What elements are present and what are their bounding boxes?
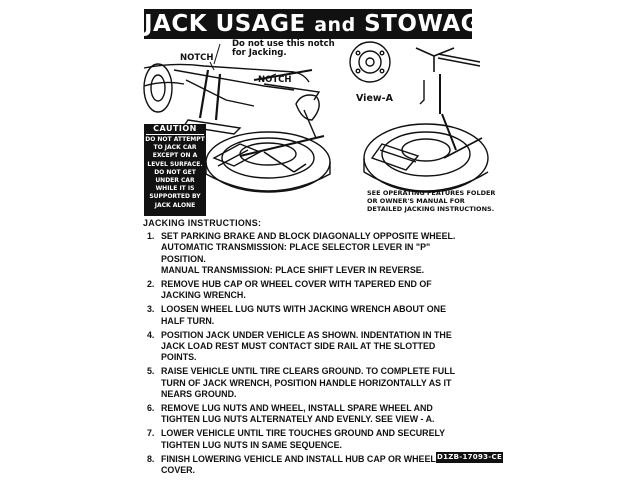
instruction-line: HALF TURN. xyxy=(161,315,215,326)
note-line: OR OWNER'S MANUAL FOR xyxy=(367,197,465,205)
caution-line: LEVEL SURFACE. xyxy=(147,160,203,168)
notch-label-b: NOTCH xyxy=(258,75,292,85)
instruction-item xyxy=(143,231,508,242)
instruction-line: AUTOMATIC TRANSMISSION: PLACE SELECTOR LEVER IN "P" xyxy=(161,242,431,253)
notch-warning-label-2: for Jacking. xyxy=(232,48,287,58)
instruction-item xyxy=(143,366,508,377)
note-line: SEE OPERATING FEATURES FOLDER xyxy=(367,189,496,197)
instruction-number: 2. xyxy=(147,279,155,290)
title-part-3: STOWAGE xyxy=(355,11,497,37)
instruction-number: 7. xyxy=(147,428,155,439)
instruction-line: MANUAL TRANSMISSION: PLACE SHIFT LEVER IN REVERSE. xyxy=(161,264,425,275)
instruction-item xyxy=(143,403,508,414)
instruction-item xyxy=(143,279,508,290)
instruction-line: TIGHTEN LUG NUTS IN SAME SEQUENCE. xyxy=(161,439,342,450)
instruction-number: 5. xyxy=(147,366,155,377)
notch-label-a: NOTCH xyxy=(180,53,214,63)
decal-title xyxy=(144,9,497,39)
instruction-line: TURN OF JACK WRENCH, POSITION HANDLE HORIZONTALLY AS IT xyxy=(161,377,452,388)
caution-line: SUPPORTED BY xyxy=(149,193,201,201)
jacking-instructions xyxy=(143,218,508,476)
title-part-2: and xyxy=(314,14,356,36)
instruction-line: JACKING WRENCH. xyxy=(161,290,246,301)
caution-heading: CAUTION xyxy=(146,124,204,135)
instruction-item xyxy=(143,304,508,315)
instructions-heading: JACKING INSTRUCTIONS: xyxy=(143,218,262,228)
instruction-text: REMOVE HUB CAP OR WHEEL COVER WITH TAPERED END OF xyxy=(161,279,432,290)
caution-line: DO NOT GET xyxy=(154,168,196,176)
part-number-badge: D1ZB-17093-CE xyxy=(436,453,503,461)
owner-manual-note xyxy=(367,189,497,213)
instruction-text: SET PARKING BRAKE AND BLOCK DIAGONALLY OPPOSITE WHEEL. xyxy=(161,231,456,242)
instruction-text: LOWER VEHICLE UNTIL TIRE TOUCHES GROUND AND SECURELY xyxy=(161,428,446,439)
instruction-number: 4. xyxy=(147,329,155,340)
instruction-item xyxy=(143,330,508,341)
instruction-line: JACK LOAD REST MUST CONTACT SIDE RAIL AT THE SLOTTED xyxy=(161,341,436,352)
instruction-line: POSITION. xyxy=(161,253,206,264)
caution-line: TO JACK CAR xyxy=(153,144,197,152)
instruction-text: FINISH LOWERING VEHICLE AND INSTALL HUB CAP OR WHEEL xyxy=(161,453,436,464)
caution-line: UNDER CAR xyxy=(155,177,195,185)
instruction-line: POINTS. xyxy=(161,352,197,363)
instruction-number: 3. xyxy=(147,304,155,315)
instruction-line: TIGHTEN LUG NUTS ALTERNATELY AND EVENLY. SEE VIEW - A. xyxy=(161,414,435,425)
title-part-1: JACK USAGE xyxy=(144,11,315,37)
instruction-line: COVER. xyxy=(161,465,196,476)
notch-warning-label-1: Do not use this notch xyxy=(232,39,335,49)
instruction-text: POSITION JACK UNDER VEHICLE AS SHOWN. INDENTATION IN THE xyxy=(161,329,452,340)
instruction-item xyxy=(143,428,508,439)
instruction-number: 1. xyxy=(147,231,155,242)
instruction-text: RAISE VEHICLE UNTIL TIRE CLEARS GROUND. TO COMPLETE FULL xyxy=(161,366,456,377)
instruction-line: NEARS GROUND. xyxy=(161,388,237,399)
instruction-text: REMOVE LUG NUTS AND WHEEL, INSTALL SPARE WHEEL AND xyxy=(161,403,433,414)
view-a-label: View-A xyxy=(356,93,393,104)
caution-line: WHILE IT IS xyxy=(155,185,195,193)
caution-line: JACK ALONE xyxy=(154,201,196,209)
caution-line: DO NOT ATTEMPT xyxy=(145,136,205,143)
caution-box xyxy=(144,124,206,216)
note-line: DETAILED JACKING INSTRUCTIONS. xyxy=(367,205,495,213)
instruction-number: 6. xyxy=(147,403,155,414)
instruction-text: LOOSEN WHEEL LUG NUTS WITH JACKING WRENCH ABOUT ONE xyxy=(161,304,446,315)
caution-line: EXCEPT ON A xyxy=(152,152,198,160)
instruction-number: 8. xyxy=(147,453,155,464)
